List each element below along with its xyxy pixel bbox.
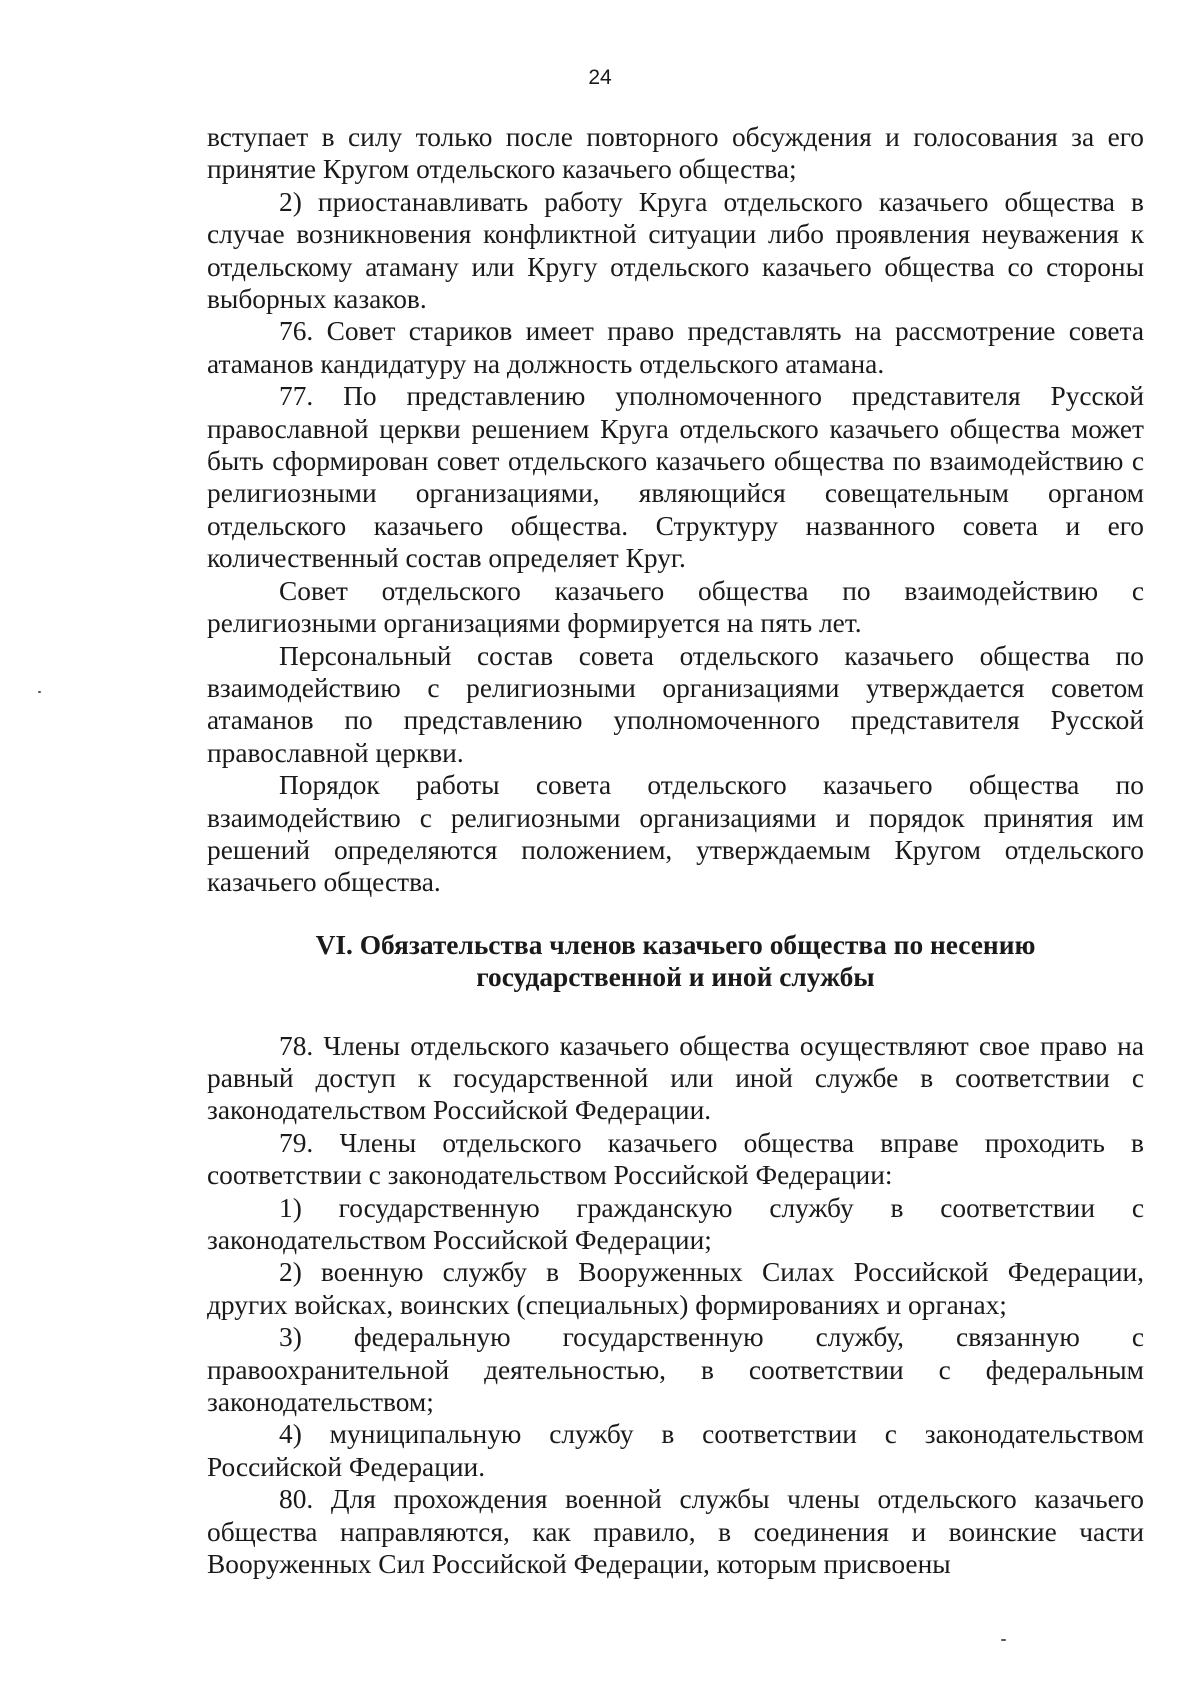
paragraph-77-composition: Персональный состав совета отдельского казачьего общества по взаимодействию с религиозными организациями утверждается советом атаманов по представлению уполномоченного представителя Русской православной церкви. [207,640,1144,768]
paragraph-79-item-2: 2) военную службу в Вооруженных Силах Российской Федерации, других войсках, воинских (специальных) формированиях и органах; [207,1257,1144,1320]
paragraph-78: 78. Члены отдельского казачьего общества осуществляют свое право на равный доступ к государственной или иной службе в соответствии с законодательством Российской Федерации. [207,1030,1144,1126]
paragraph-79: 79. Члены отдельского казачьего общества вправе проходить в соответствии с законодательством Российской Федерации: [207,1127,1144,1191]
page-number: 24 [588,66,612,89]
paragraph-76: 76. Совет стариков имеет право представлять на рассмотрение совета атаманов кандидатуру на должность отдельского атамана. [207,316,1144,379]
paragraph-79-item-3: 3) федеральную государственную службу, связанную с правоохранительной деятельностью, в соответствии с федеральным законодательством; [207,1322,1144,1418]
paragraph-77: 77. По представлению уполномоченного представителя Русской православной церкви решением Круга отдельского казачьего общества может быть сформирован совет отдельского казачьего общества по взаимодействию с религиозными организациями, являющийся совещательным органом отдельского казачьего общества. Структуру названного совета и его количественный состав определяет Круг. [207,381,1144,574]
paragraph-77-term: Совет отдельского казачьего общества по взаимодействию с религиозными организациями формируется на пять лет. [207,575,1144,639]
document-body [207,121,1144,1580]
section-heading-line-1: VI. Обязательства членов казачьего общества по несению [315,929,1036,960]
paragraph-80: 80. Для прохождения военной службы члены отдельского казачьего общества направляются, как правило, в соединения и воинские части Вооруженных Сил Российской Федерации, которым присвоены [207,1484,1144,1580]
paragraph-77-procedure: Порядок работы совета отдельского казачьего общества по взаимодействию с религиозными организациями и порядок принятия им решений определяются положением, утверждаемым Кругом отдельского казачьего общества. [207,770,1144,898]
paragraph-79-item-1: 1) государственную гражданскую службу в соответствии с законодательством Российской Федерации; [207,1192,1144,1255]
paragraph-79-item-4: 4) муниципальную службу в соответствии с законодательством Российской Федерации. [207,1419,1144,1482]
paragraph-continuation: вступает в силу только после повторного обсуждения и голосования за его принятие Кругом отдельского казачьего общества; [207,122,1144,185]
paragraph-item-2: 2) приостанавливать работу Круга отдельского казачьего общества в случае возникновения конфликтной ситуации либо проявления неуважения к отдельскому атаману или Кругу отдельского казачьего общества со стороны выборных казаков. [207,186,1144,315]
section-heading [207,929,1144,994]
section-heading-line-2: государственной и иной службы [476,962,875,993]
scan-speck [1001,1639,1006,1641]
scan-speck [38,691,41,693]
